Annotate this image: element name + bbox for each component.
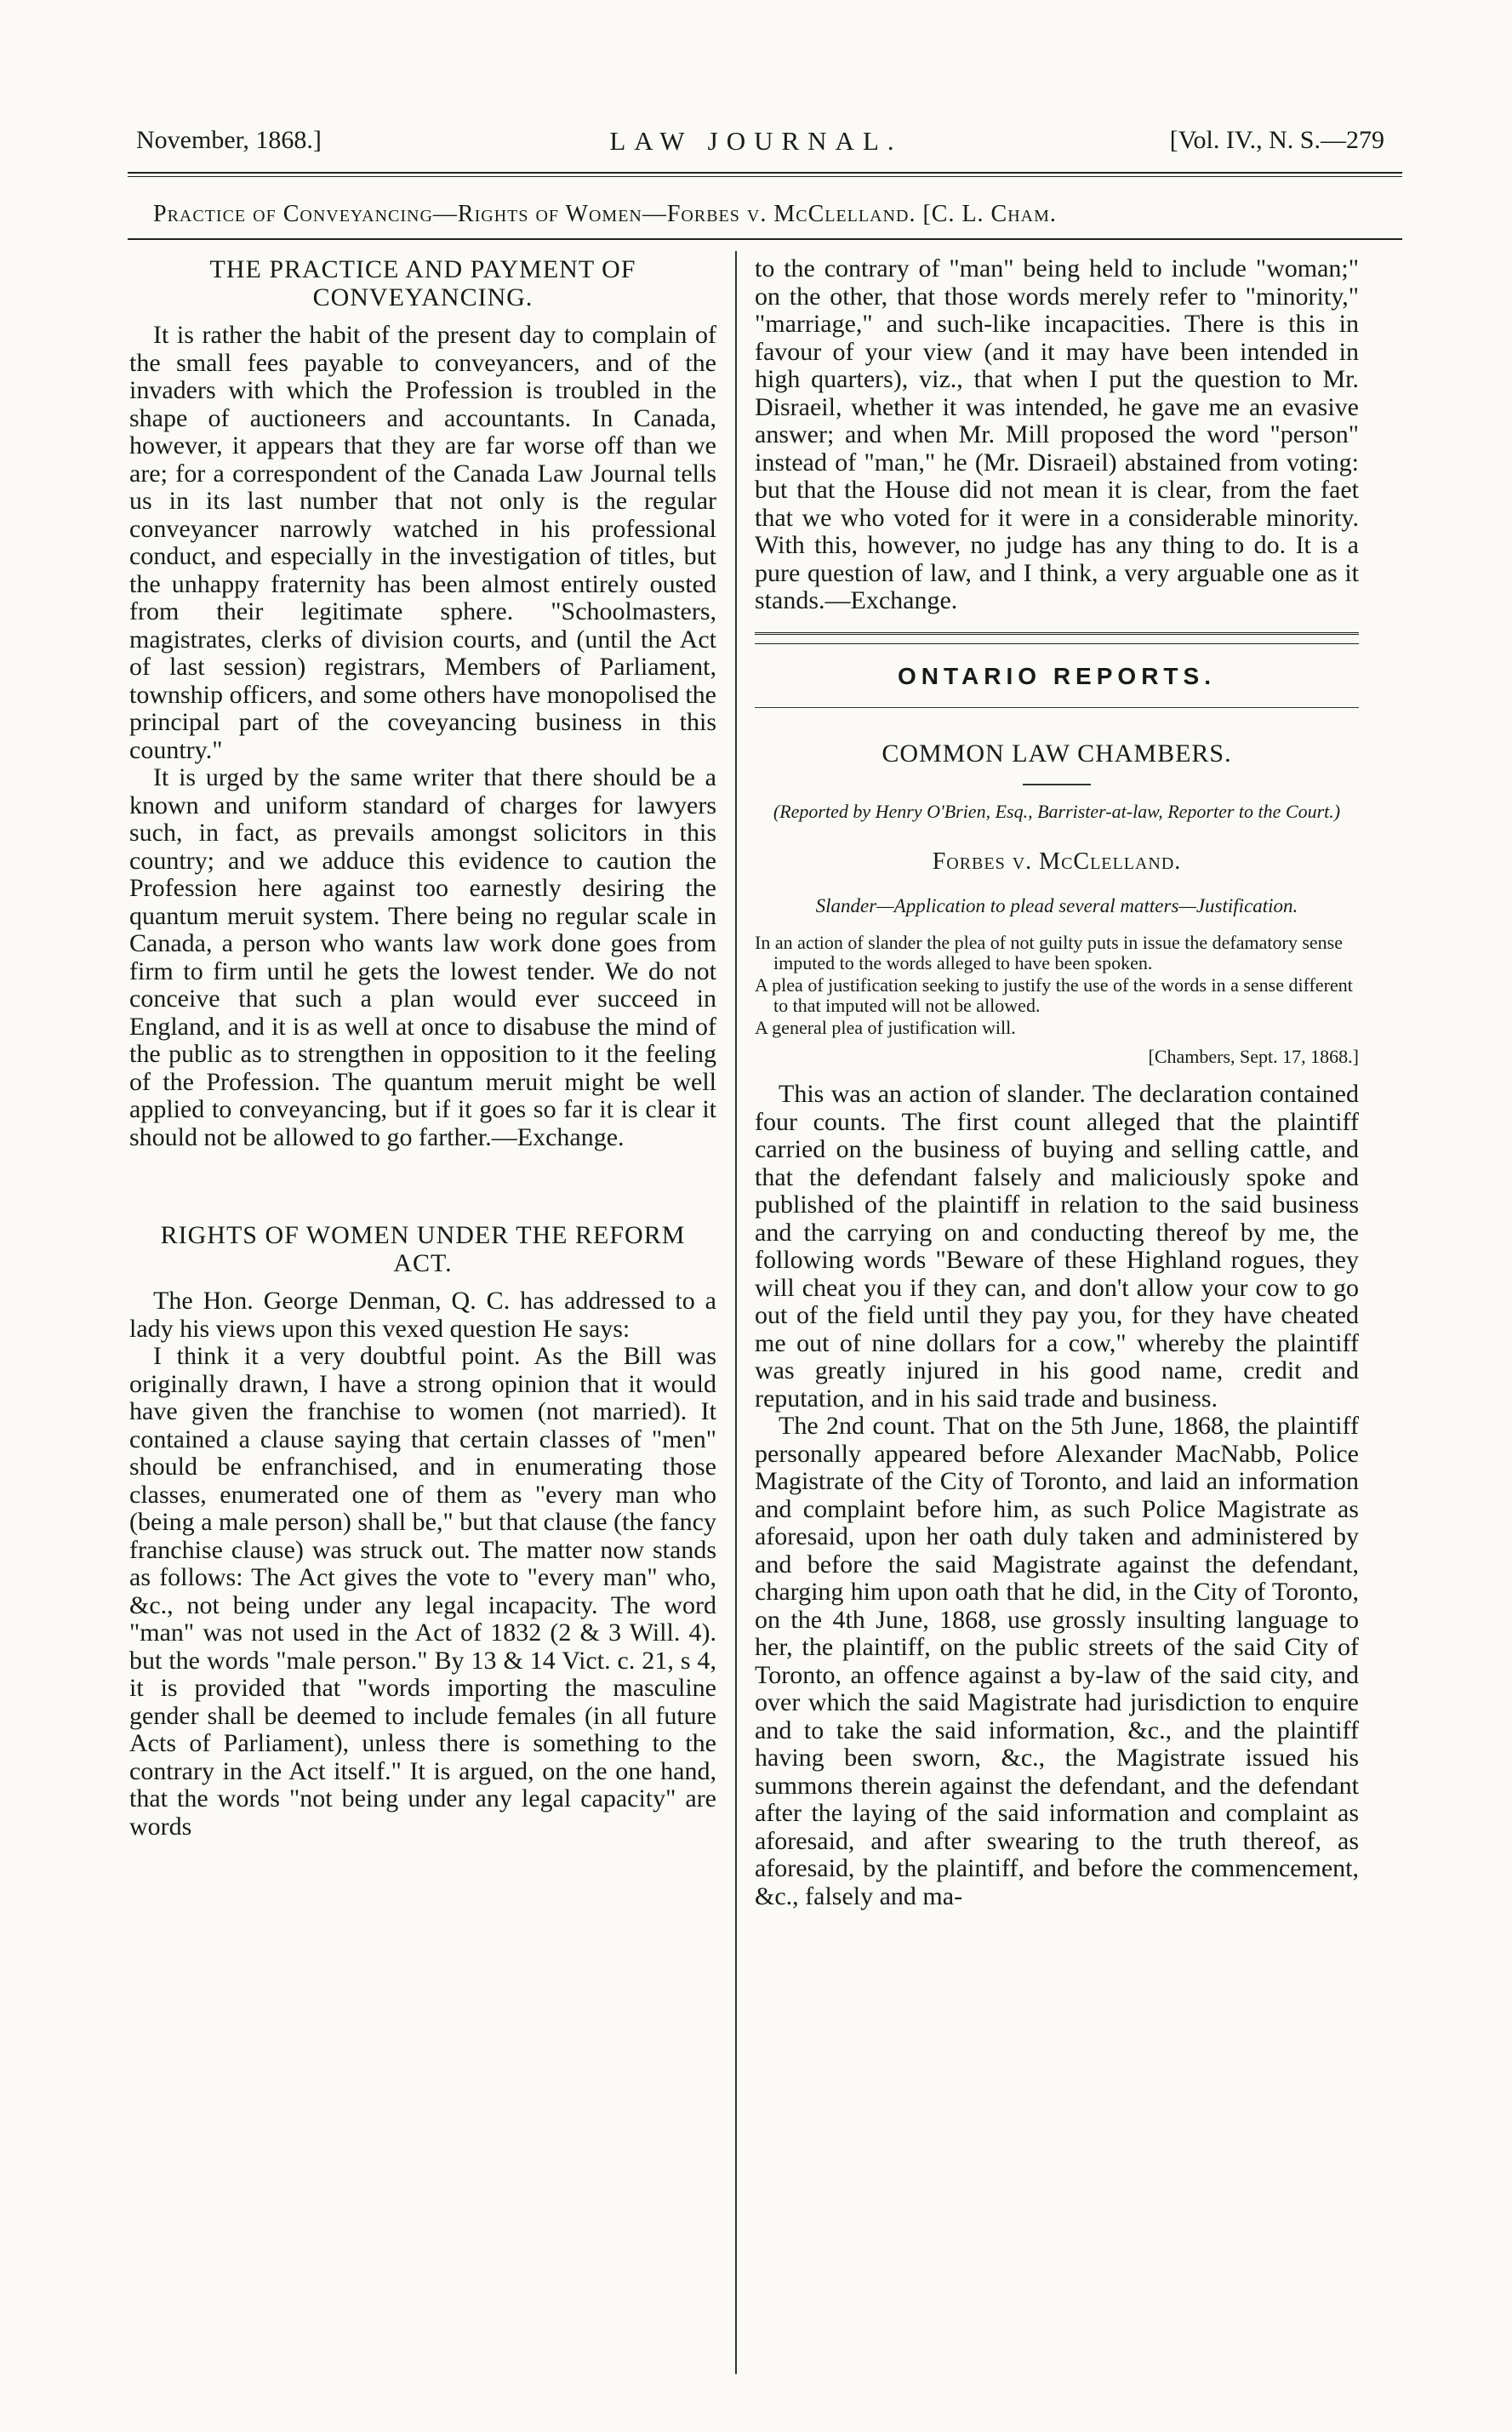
subheader-rule bbox=[128, 238, 1402, 240]
common-law-chambers-heading: COMMON LAW CHAMBERS. bbox=[882, 739, 1232, 768]
volume-page: [Vol. IV., N. S.—279 bbox=[1169, 126, 1384, 154]
case-title: Forbes v. McClelland. bbox=[932, 848, 1182, 875]
headnote: A general plea of justification will. bbox=[755, 1016, 1016, 1038]
paragraph: The 2nd count. That on the 5th June, 1868, the plaintiff personally appeared before Alexander MacNabb, Police Magistrate of the City of Toronto, and laid an information and complaint before him, as such Police Magistrate as aforesaid, upon her oath duly taken and administered by and before the said Magistrate against the defendant, charging him upon oath that he did, in the City of Toronto, on the 4th June, 1868, use grossly insulting language to her, the plaintiff, on the public streets of the said City of Toronto, an offence against a by-law of the said city, and over which the said Magistrate had jurisdiction to enquire and to take the said information, &c., and the plaintiff having been sworn, &c., the Magistrate issued his summons therein against the defendant, and the defendant after the laying of the said information and complaint as aforesaid, and after swearing to the truth thereof, as aforesaid, by the plaintiff, and before the commencement, &c., falsely and ma- bbox=[755, 1412, 1359, 1910]
paragraph: It is rather the habit of the present day to complain of the small fees payable to conveyancers, and of the invaders with which the Profession is troubled in the shape of auctioneers and accountants. In Canada, however, it appears that they are far worse off than we are; for a correspondent of the Canada Law Journal tells us in its last number that not only is the regular conveyancer narrowly watched in his professional conduct, and especially in the investigation of titles, but the unhappy fraternity has been almost entirely ousted from their legitimate sphere. "Schoolmasters, magistrates, clerks of division courts, and (until the Act of last session) registrars, Members of Parliament, township officers, and some others have monopolised the principal part of the coveyancing business in this country." bbox=[129, 321, 716, 764]
ontario-reports-heading: ONTARIO REPORTS. bbox=[898, 662, 1216, 689]
header-rule-top bbox=[128, 172, 1402, 174]
ornamental-rule bbox=[755, 632, 1359, 644]
column-divider bbox=[735, 251, 737, 2374]
headnote-title: Slander—Application to plead several matters—Justification. bbox=[815, 895, 1298, 916]
left-column bbox=[129, 255, 716, 1841]
paragraph: The Hon. George Denman, Q. C. has addressed to a lady his views upon this vexed question He says: bbox=[129, 1287, 716, 1343]
section-rule bbox=[755, 707, 1359, 708]
headnote: In an action of slander the plea of not guilty puts in issue the defamatory sense imputed to the words alleged to have been spoken. bbox=[755, 931, 1343, 973]
paragraph-continuation: to the contrary of "man" being held to include "woman;" on the other, that those words merely refer to "minority," "marriage," and such-like incapacities. There is this in favour of your view (and it may have been intended in high quarters), viz., that when I put the question to Mr. Disraeil, whether it was intended, he gave me an evasive answer; and when Mr. Mill proposed the word "person" instead of "man," he (Mr. Disraeil) abstained from voting: but that the House did not mean it is clear, from the faet that we who voted for it were in a considerable minority. With this, however, no judge has any thing to do. It is a pure question of law, and I think, a very arguable one as it stands.—Exchange. bbox=[755, 254, 1359, 614]
short-rule bbox=[1023, 784, 1091, 785]
reported-by: (Reported by Henry O'Brien, Esq., Barrister-at-law, Reporter to the Court.) bbox=[773, 800, 1341, 822]
header-rule-bottom bbox=[128, 176, 1402, 177]
article-title-rights-of-women: RIGHTS OF WOMEN UNDER THE REFORM ACT. bbox=[160, 1221, 686, 1277]
header-date: November, 1868.] bbox=[136, 126, 322, 154]
chambers-date: [Chambers, Sept. 17, 1868.] bbox=[1148, 1045, 1359, 1067]
running-subheader: Practice of Conveyancing—Rights of Women—Forbes v. McClelland. [C. L. Cham. bbox=[153, 201, 1057, 227]
right-column bbox=[755, 255, 1359, 1910]
paragraph: I think it a very doubtful point. As the Bill was originally drawn, I have a strong opinion that it would have given the franchise to women (not married). It contained a clause saying that certain classes of "men" should be enfranchised, and in enumerating those classes, enumerated one of them as "every man who (being a male person) shall be," but that clause (the fancy franchise clause) was struck out. The matter now stands as follows: The Act gives the vote to "every man" who, &c., not being under any legal incapacity. The word "man" was not used in the Act of 1832 (2 & 3 Will. 4). but the words "male person." By 13 & 14 Vict. c. 21, s 4, it is provided that "words importing the masculine gender shall be deemed to include females (in all future Acts of Parliament), unless there is something to the contrary in the Act itself." It is argued, on the one hand, that the words "not being under any legal capacity" are words bbox=[129, 1342, 716, 1841]
headnote: A plea of justification seeking to justify the use of the words in a sense different to that imputed will not be allowed. bbox=[755, 973, 1353, 1016]
article-title-conveyancing: THE PRACTICE AND PAYMENT OF CONVEYANCING. bbox=[209, 255, 636, 311]
journal-title: LAW JOURNAL. bbox=[609, 126, 903, 156]
paragraph: It is urged by the same writer that there should be a known and uniform standard of charges for lawyers such, in fact, as prevails amongst solicitors in this country; and we adduce this evidence to caution the Profession here against too earnestly desiring the quantum meruit system. There being no regular scale in Canada, a person who wants law work done goes from firm to firm until he gets the lowest tender. We do not conceive that such a plan would ever succeed in England, and it is as well at once to disabuse the mind of the public as to strengthen in opposition to it the feeling of the Profession. The quantum meruit might be well applied to conveyancing, but if it goes so far it is clear it should not be allowed to go farther.—Exchange. bbox=[129, 763, 716, 1151]
paragraph: This was an action of slander. The declaration contained four counts. The first count alleged that the plaintiff carried on the business of buying and selling cattle, and that the defendant falsely and maliciously spoke and published of the plaintiff in relation to the said business and the carrying on and conducting thereof by me, the following words "Beware of these Highland rogues, they will cheat you if they can, and don't allow your cow to go out of the field until they pay you, for they have cheated me out of nine dollars for a cow," whereby the plaintiff was greatly injured in his good name, credit and reputation, and in his said trade and business. bbox=[755, 1080, 1359, 1413]
